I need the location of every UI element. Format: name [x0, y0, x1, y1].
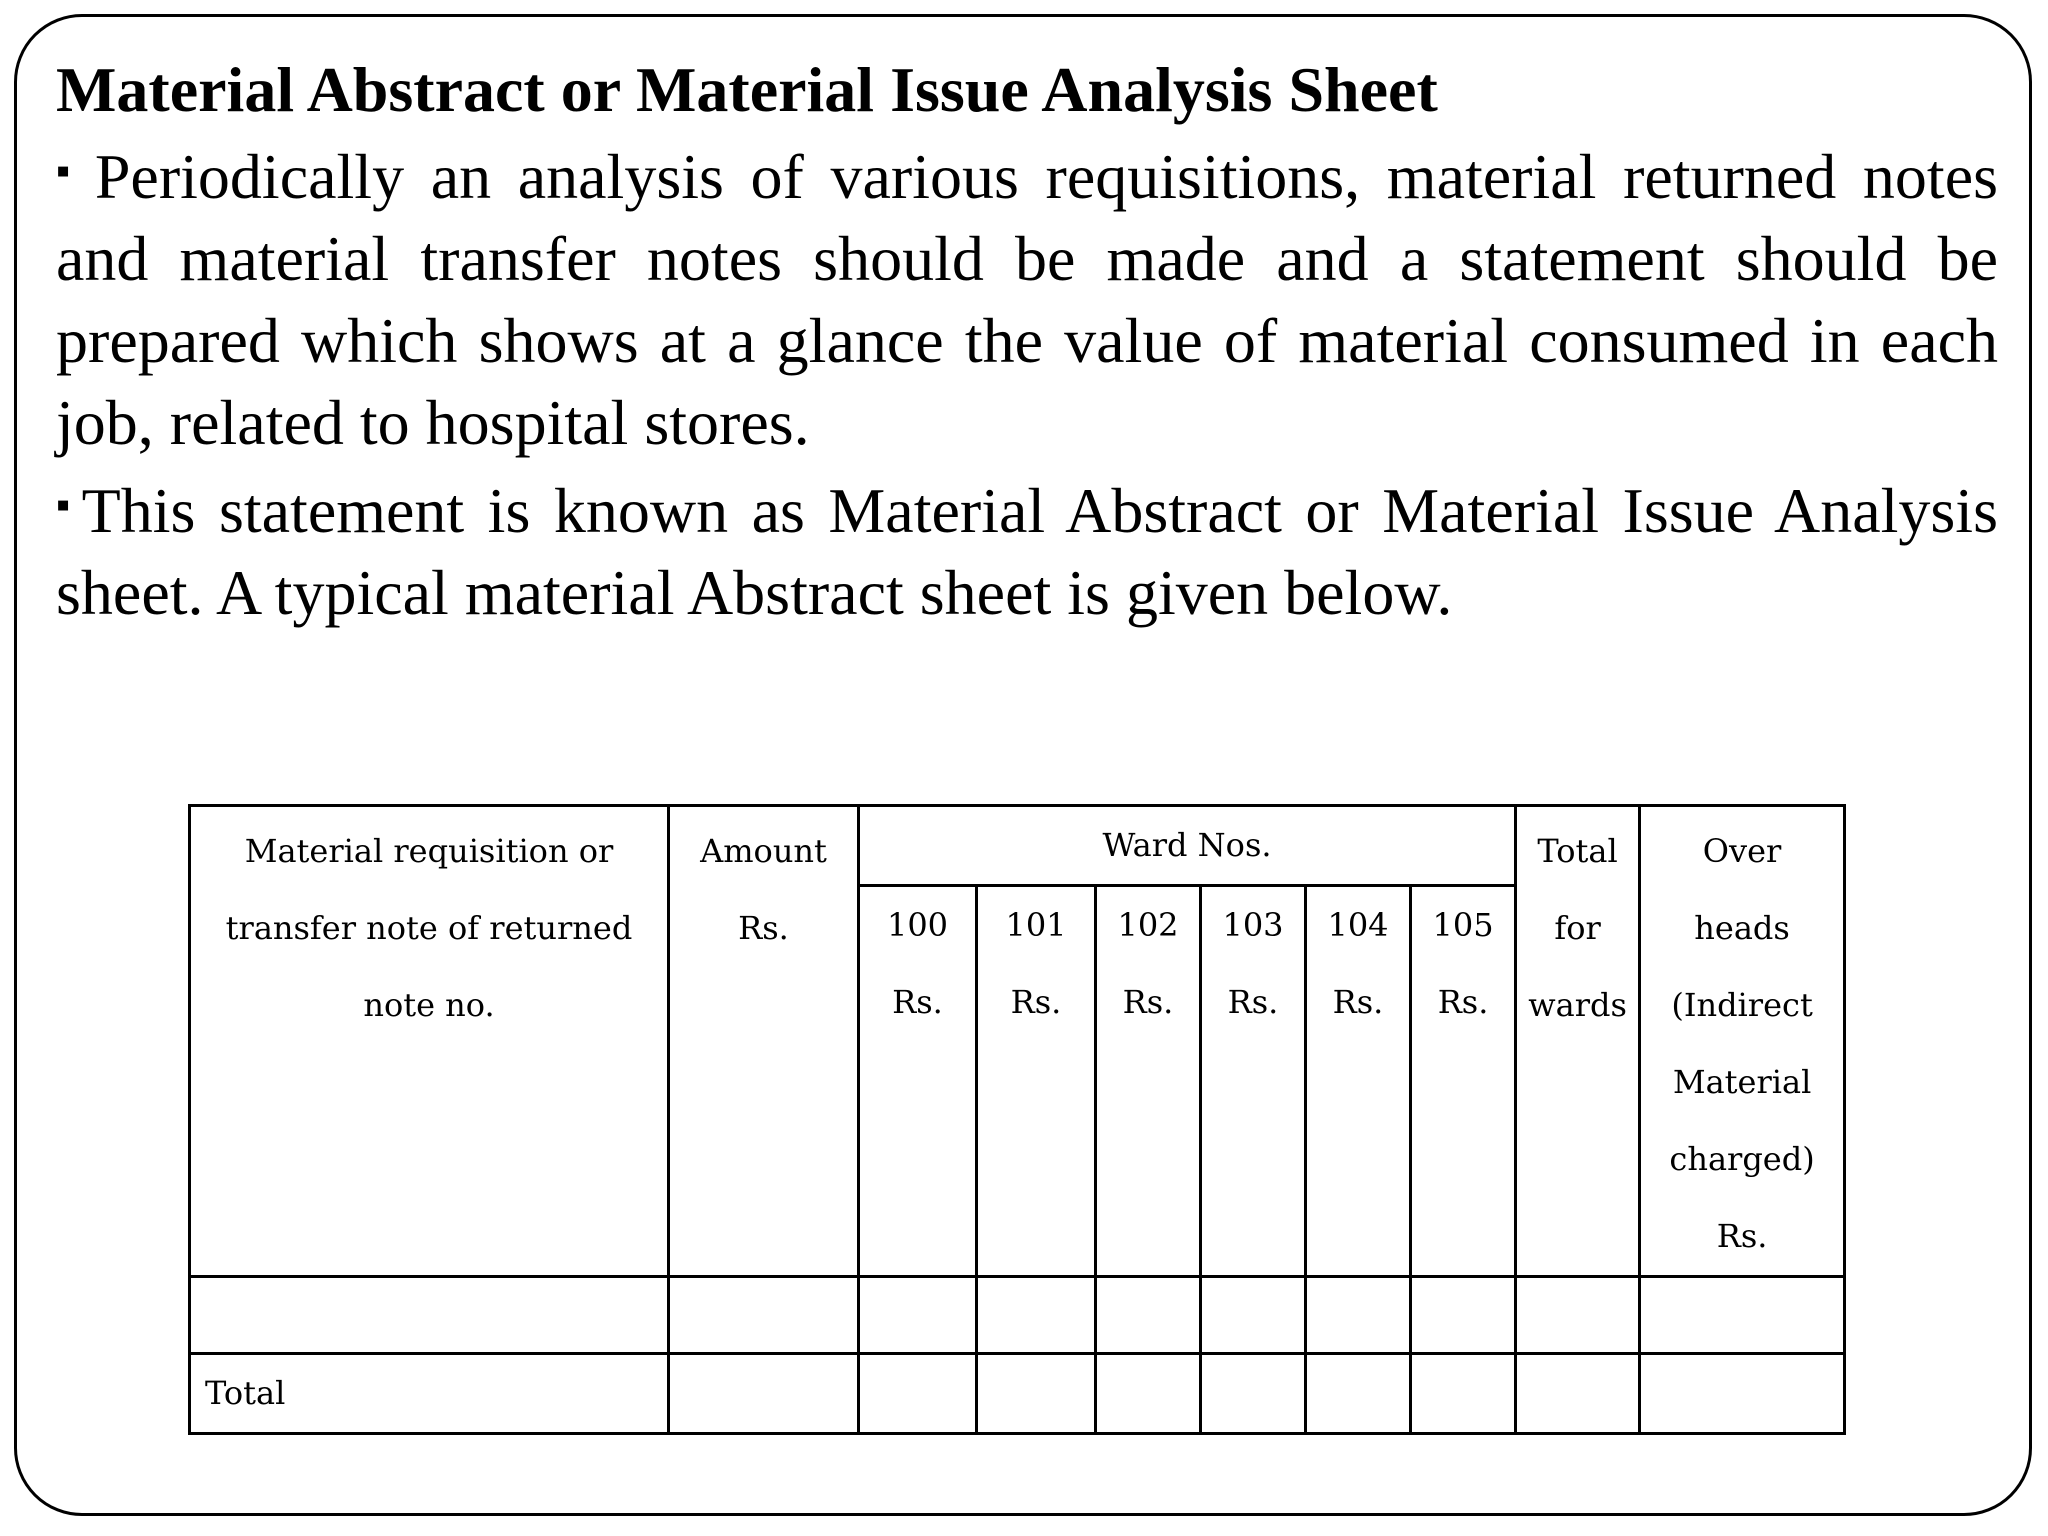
table-cell [1411, 1354, 1516, 1434]
header-ward-104 [1306, 886, 1411, 1277]
ward-unit: Rs. [1227, 983, 1279, 1021]
paragraph-1 [56, 130, 1998, 464]
table-cell [1640, 1277, 1845, 1354]
table-cell [1516, 1277, 1640, 1354]
ward-unit: Rs. [1122, 983, 1174, 1021]
ward-number: 100 [886, 906, 949, 944]
material-abstract-table [188, 804, 1846, 1435]
table-cell [190, 1277, 669, 1354]
header-total-line: Total [1537, 832, 1618, 870]
header-overheads-line: Over [1702, 832, 1782, 870]
blank-row [190, 1277, 1845, 1354]
ward-number: 104 [1327, 906, 1389, 944]
header-ward-103 [1201, 886, 1306, 1277]
header-note-no [190, 806, 669, 1277]
table-cell [977, 1277, 1096, 1354]
header-ward-101 [977, 886, 1096, 1277]
ward-unit: Rs. [1437, 983, 1489, 1021]
ward-number: 102 [1117, 906, 1179, 944]
bullet-icon: ▪ [56, 482, 78, 527]
table-cell [669, 1354, 859, 1434]
header-overheads-line: Rs. [1716, 1217, 1768, 1255]
header-overheads [1640, 806, 1845, 1277]
header-ward-105 [1411, 886, 1516, 1277]
slide-content [56, 50, 1998, 634]
paragraph-1-text: Periodically an analysis of various requisitions, material returned notes and material transfer notes should be made and a statement should be prepared which shows at a glance the value of material consumed in each job, related to hospital stores. [56, 141, 1998, 458]
table-cell [977, 1354, 1096, 1434]
header-overheads-line: (Indirect [1671, 986, 1813, 1024]
table-cell [1096, 1277, 1201, 1354]
ward-number: 103 [1222, 906, 1284, 944]
header-note-line: Material requisition or [244, 832, 614, 870]
table-cell [859, 1354, 977, 1434]
ward-number: 105 [1432, 906, 1494, 944]
table-cell [1096, 1354, 1201, 1434]
paragraph-2 [56, 464, 1998, 634]
header-total-line: for [1554, 909, 1601, 947]
table-cell [859, 1277, 977, 1354]
header-ward-102 [1096, 886, 1201, 1277]
paragraph-2-text: This statement is known as Material Abstract or Material Issue Analysis sheet. A typical material Abstract sheet is given below. [56, 475, 1998, 628]
header-overheads-line: Material [1672, 1063, 1812, 1101]
table-cell [1306, 1277, 1411, 1354]
table-cell [1640, 1354, 1845, 1434]
slide-title: Material Abstract or Material Issue Analysis Sheet [56, 54, 1438, 125]
header-row-1 [190, 806, 1845, 886]
header-note-line: note no. [363, 986, 495, 1024]
header-overheads-line: charged) [1669, 1140, 1815, 1178]
bullet-icon: ▪ [56, 148, 81, 193]
total-row [190, 1354, 1845, 1434]
ward-unit: Rs. [892, 983, 943, 1021]
ward-number: 101 [1005, 906, 1067, 944]
table-cell [1201, 1354, 1306, 1434]
total-label: Total [190, 1354, 669, 1434]
header-ward-100 [859, 886, 977, 1277]
header-note-line: transfer note of returned [225, 909, 633, 947]
header-amount [669, 806, 859, 1277]
table-cell [1411, 1277, 1516, 1354]
table-cell [1516, 1354, 1640, 1434]
header-overheads-line: heads [1694, 909, 1790, 947]
ward-unit: Rs. [1010, 983, 1062, 1021]
header-amount-line: Amount [700, 832, 827, 870]
header-amount-line: Rs. [738, 909, 789, 947]
table-cell [669, 1277, 859, 1354]
table-cell [1306, 1354, 1411, 1434]
header-ward-nos: Ward Nos. [859, 806, 1516, 886]
table-cell [1201, 1277, 1306, 1354]
header-total-for-wards [1516, 806, 1640, 1277]
ward-unit: Rs. [1332, 983, 1384, 1021]
header-total-line: wards [1528, 986, 1627, 1024]
